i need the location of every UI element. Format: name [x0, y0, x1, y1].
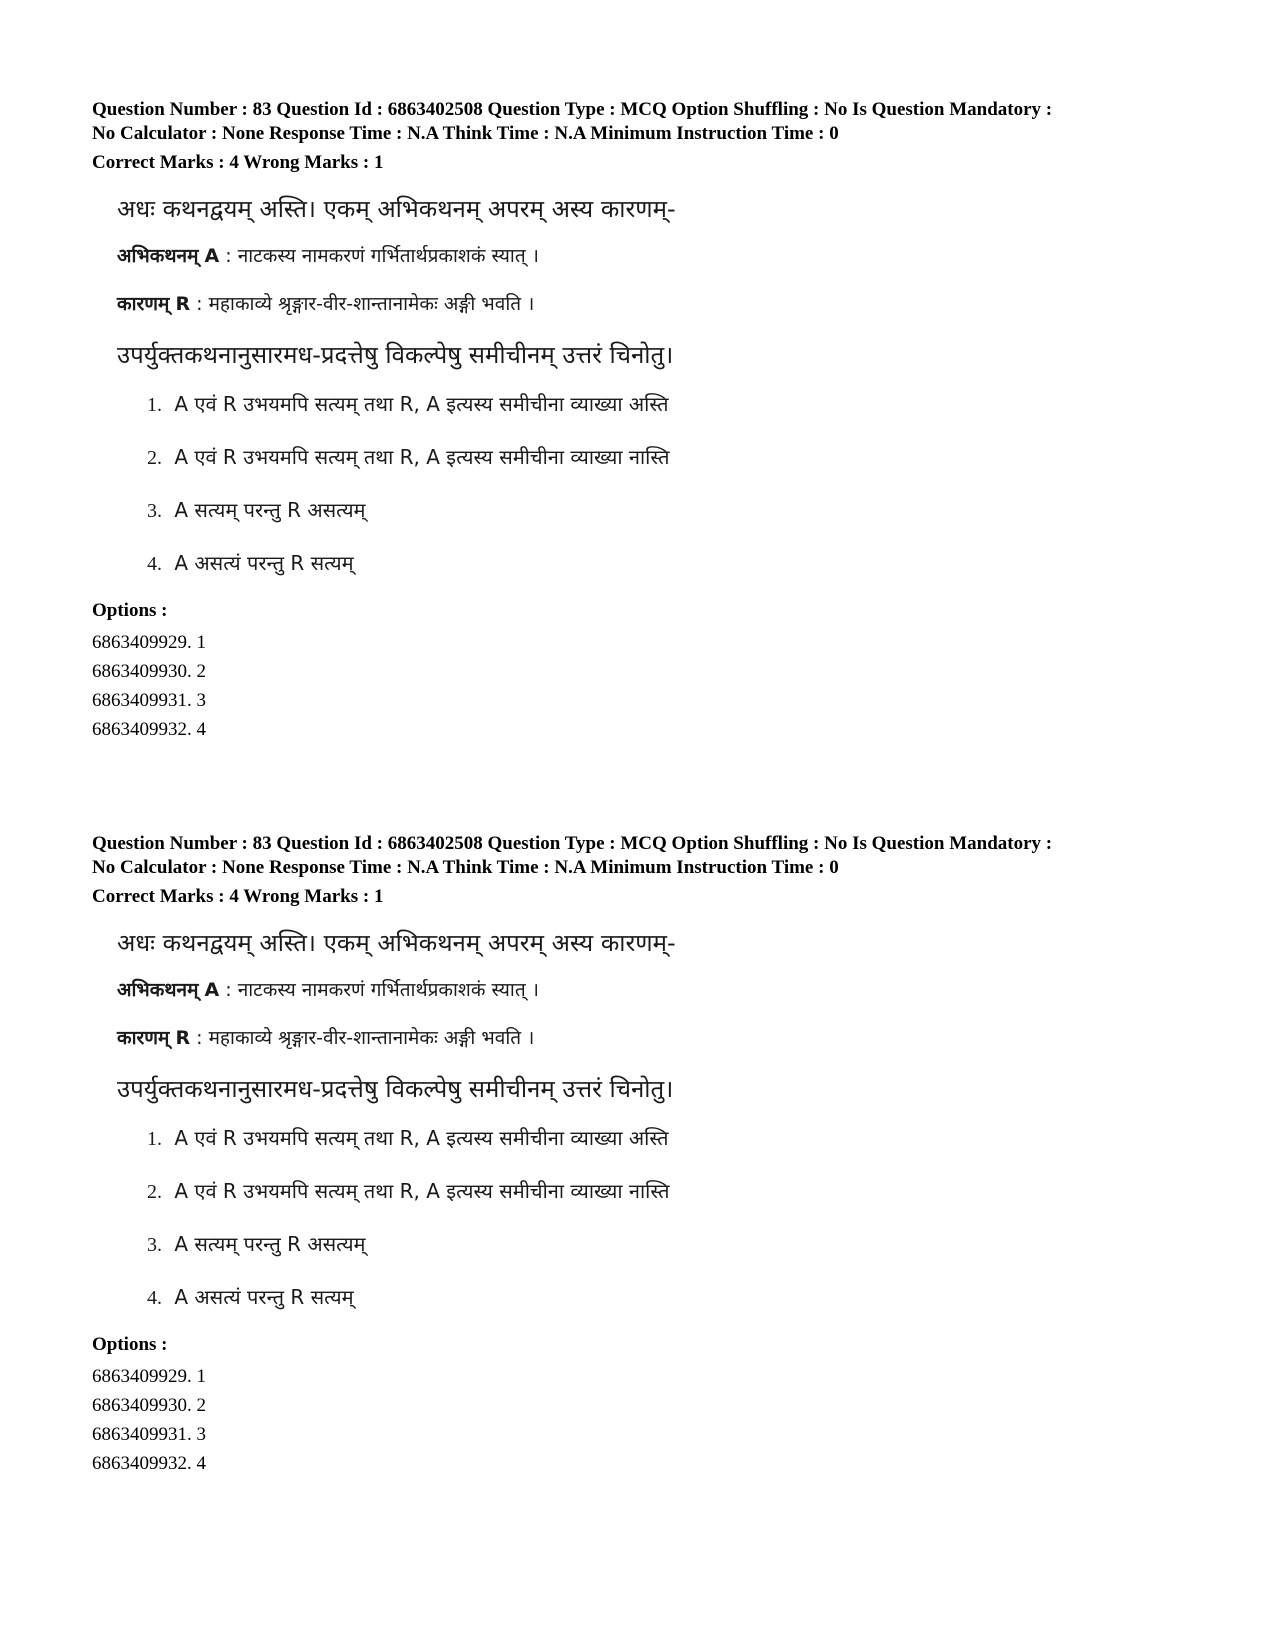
choice-item [147, 387, 1202, 421]
choice-number: 2. [147, 447, 162, 469]
assertion-letter: A [204, 245, 220, 267]
options-list [92, 628, 1202, 744]
choice-number: 4. [147, 1287, 162, 1309]
question-meta-line-2: No Calculator : None Response Time : N.A Think Time : N.A Minimum Instruction Time : 0 [92, 857, 839, 878]
reason-statement [117, 289, 1202, 319]
assertion-label: अभिकथनम् [117, 245, 199, 267]
choice-item [147, 493, 1202, 527]
question-marks: Correct Marks : 4 Wrong Marks : 1 [92, 152, 384, 173]
option-row: 6863409930. 2 [92, 661, 206, 682]
choice-item [147, 1121, 1202, 1155]
question-meta-line-2: No Calculator : None Response Time : N.A Think Time : N.A Minimum Instruction Time : 0 [92, 123, 839, 144]
assertion-text: : नाटकस्य नामकरणं गर्भितार्थप्रकाशकं स्यात् । [225, 245, 539, 267]
choice-text: A सत्यम् परन्तु R असत्यम् [174, 1232, 366, 1256]
choice-text: A एवं R उभयमपि सत्यम् तथा R, A इत्यस्य समीचीना व्याख्या नास्ति [174, 445, 670, 469]
assertion-statement [117, 975, 1202, 1005]
choice-text: A एवं R उभयमपि सत्यम् तथा R, A इत्यस्य समीचीना व्याख्या अस्ति [174, 392, 669, 416]
option-row: 6863409931. 3 [92, 690, 206, 711]
option-row: 6863409929. 1 [92, 1366, 206, 1387]
question-intro: अधः कथनद्वयम् अस्ति। एकम् अभिकथनम् अपरम् अस्य कारणम्- [117, 195, 676, 223]
question-body [117, 191, 1202, 580]
choice-item [147, 546, 1202, 580]
choice-number: 4. [147, 553, 162, 575]
choice-number: 1. [147, 1128, 162, 1150]
choice-text: A एवं R उभयमपि सत्यम् तथा R, A इत्यस्य समीचीना व्याख्या अस्ति [174, 1126, 669, 1150]
reason-letter: R [175, 1027, 191, 1049]
option-row: 6863409932. 4 [92, 1453, 206, 1474]
choice-item [147, 1227, 1202, 1261]
choice-item [147, 440, 1202, 474]
reason-letter: R [175, 293, 191, 315]
reason-label: कारणम् [117, 1027, 170, 1049]
options-label: Options : [92, 600, 168, 621]
choice-number: 2. [147, 1181, 162, 1203]
choice-number: 1. [147, 394, 162, 416]
option-row: 6863409932. 4 [92, 719, 206, 740]
reason-text: : महाकाव्ये श्रृङ्गार-वीर-शान्तानामेकः अङ्गी भवति । [196, 293, 535, 315]
assertion-letter: A [204, 979, 220, 1001]
choice-text: A सत्यम् परन्तु R असत्यम् [174, 498, 366, 522]
question-prompt: उपर्युक्तकथनानुसारमध-प्रदत्तेषु विकल्पेषु समीचीनम् उत्तरं चिनोतु। [117, 1075, 674, 1103]
option-row: 6863409929. 1 [92, 632, 206, 653]
choice-text: A असत्यं परन्तु R सत्यम् [174, 551, 354, 575]
question-meta-line-1: Question Number : 83 Question Id : 6863402508 Question Type : MCQ Option Shuffling : No Is Question Mandatory : [92, 833, 1053, 854]
options-label: Options : [92, 1334, 168, 1355]
question-body [117, 925, 1202, 1314]
question-meta-line-1: Question Number : 83 Question Id : 6863402508 Question Type : MCQ Option Shuffling : No Is Question Mandatory : [92, 99, 1053, 120]
reason-statement [117, 1023, 1202, 1053]
question-block-1 [92, 98, 1202, 744]
reason-text: : महाकाव्ये श्रृङ्गार-वीर-शान्तानामेकः अङ्गी भवति । [196, 1027, 535, 1049]
choice-number: 3. [147, 1234, 162, 1256]
choice-number: 3. [147, 500, 162, 522]
question-marks: Correct Marks : 4 Wrong Marks : 1 [92, 886, 384, 907]
assertion-label: अभिकथनम् [117, 979, 199, 1001]
question-block-2 [92, 832, 1202, 1478]
choice-item [147, 1174, 1202, 1208]
options-list [92, 1362, 1202, 1478]
question-intro: अधः कथनद्वयम् अस्ति। एकम् अभिकथनम् अपरम् अस्य कारणम्- [117, 929, 676, 957]
reason-label: कारणम् [117, 293, 170, 315]
assertion-text: : नाटकस्य नामकरणं गर्भितार्थप्रकाशकं स्यात् । [225, 979, 539, 1001]
question-prompt: उपर्युक्तकथनानुसारमध-प्रदत्तेषु विकल्पेषु समीचीनम् उत्तरं चिनोतु। [117, 341, 674, 369]
choice-text: A एवं R उभयमपि सत्यम् तथा R, A इत्यस्य समीचीना व्याख्या नास्ति [174, 1179, 670, 1203]
option-row: 6863409930. 2 [92, 1395, 206, 1416]
option-row: 6863409931. 3 [92, 1424, 206, 1445]
choice-item [147, 1280, 1202, 1314]
assertion-statement [117, 241, 1202, 271]
choice-text: A असत्यं परन्तु R सत्यम् [174, 1285, 354, 1309]
